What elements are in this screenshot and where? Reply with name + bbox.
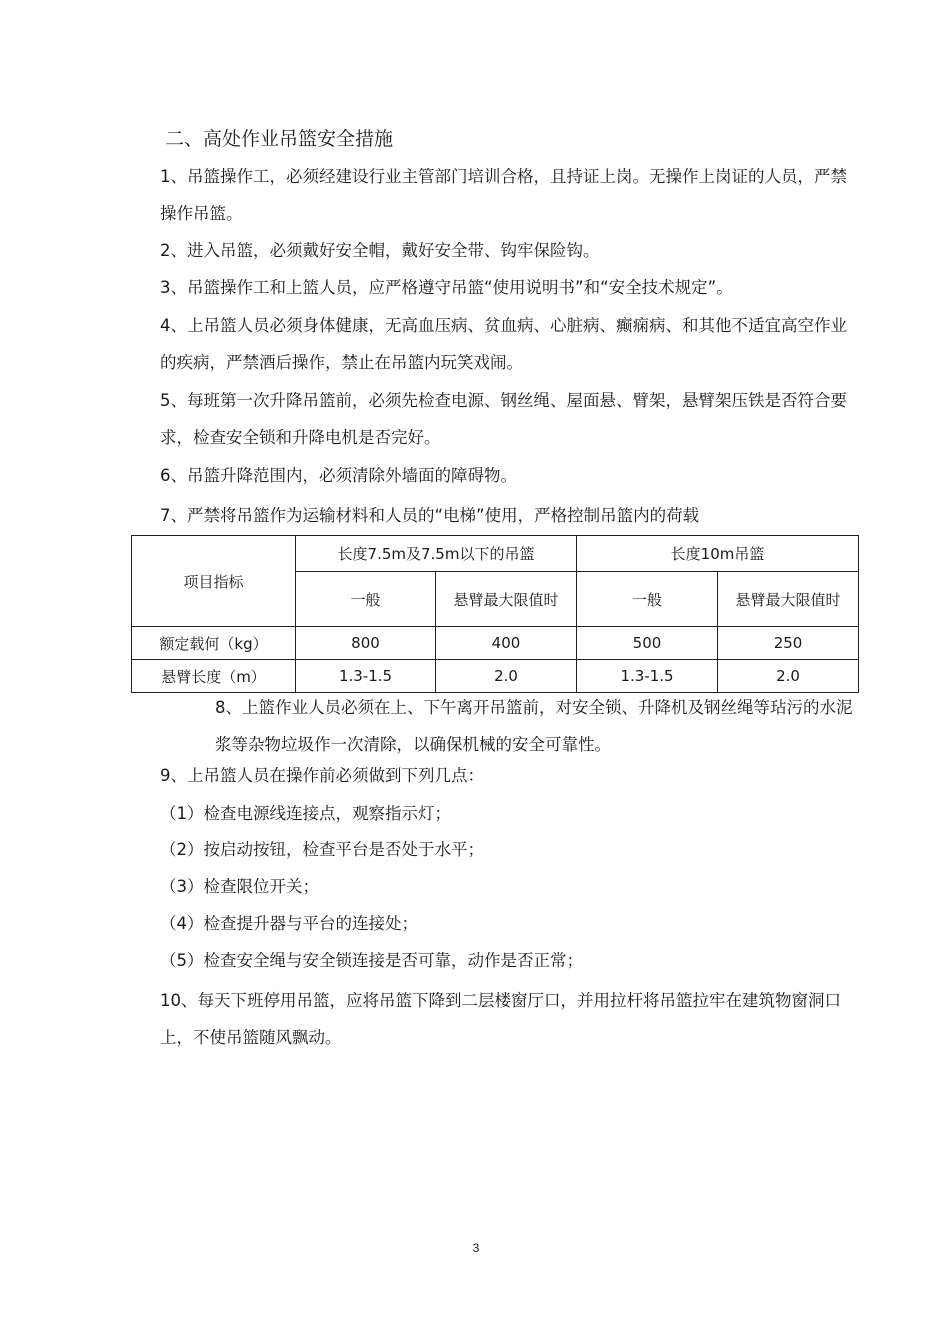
paragraph-10-text: 10、每天下班停用吊篮，应将吊篮下降到二层楼窗厅口，并用拉杆将吊篮拉牢在建筑物窗洞口上，不使吊篮随风飘动。 xyxy=(160,991,841,1047)
paragraph-8-text: 8、上篮作业人员必须在上、下午离开吊篮前，对安全锁、升降机及钢丝绳等玷污的水泥浆等杂物垃圾作一次清除，以确保机械的安全可靠性。 xyxy=(215,698,853,754)
paragraph-2: 2、进入吊篮，必须戴好安全帽，戴好安全带、钩牢保险钩。 xyxy=(160,241,600,260)
paragraph-7: 7、严禁将吊篮作为运输材料和人员的“电梯”使用，严格控制吊篮内的荷载 xyxy=(160,506,700,525)
subitem-5: （5）检查安全绳与安全锁连接是否可靠，动作是否正常； xyxy=(160,951,583,970)
table-header-row xyxy=(132,536,859,572)
table-row-label: 额定载何（kg） xyxy=(132,627,296,660)
paragraph-4 xyxy=(110,307,860,381)
paragraph-3: 3、吊篮操作工和上篮人员，应严格遵守吊篮“使用说明书”和“安全技术规定”。 xyxy=(160,278,733,297)
table-cell: 1.3-1.5 xyxy=(296,660,436,693)
paragraph-9: 9、上吊篮人员在操作前必须做到下列几点： xyxy=(160,766,484,785)
subitem-4: （4）检查提升器与平台的连接处； xyxy=(160,914,418,933)
table-cell: 400 xyxy=(436,627,577,660)
paragraph-6: 6、吊篮升降范围内，必须清除外墙面的障碍物。 xyxy=(160,466,517,485)
page-number: 3 xyxy=(472,1241,480,1255)
table-group-header-2: 长度10m吊篮 xyxy=(577,536,859,572)
table-item-header: 项目指标 xyxy=(132,536,296,627)
paragraph-1 xyxy=(110,158,860,232)
table-cell: 1.3-1.5 xyxy=(577,660,718,693)
table-row xyxy=(132,660,859,693)
section-heading: 二、高处作业吊篮安全措施 xyxy=(165,128,394,150)
table-cell: 500 xyxy=(577,627,718,660)
table-cell: 800 xyxy=(296,627,436,660)
table-cell: 2.0 xyxy=(436,660,577,693)
table-subheader: 悬臂最大限值时 xyxy=(718,572,859,627)
table-group-header-1: 长度7.5m及7.5m以下的吊篮 xyxy=(296,536,577,572)
table-subheader: 一般 xyxy=(296,572,436,627)
table-subheader: 一般 xyxy=(577,572,718,627)
paragraph-5-text: 5、每班第一次升降吊篮前，必须先检查电源、钢丝绳、屋面悬、臂架，悬臂架压铁是否符合要求，检查安全锁和升降电机是否完好。 xyxy=(160,391,847,447)
table-row xyxy=(132,627,859,660)
paragraph-1-text: 1、吊篮操作工，必须经建设行业主管部门培训合格，且持证上岗。无操作上岗证的人员，严禁操作吊篮。 xyxy=(160,167,847,223)
table-subheader: 悬臂最大限值时 xyxy=(436,572,577,627)
paragraph-8 xyxy=(110,689,860,763)
load-spec-table xyxy=(131,535,859,693)
subitem-3: （3）检查限位开关； xyxy=(160,877,319,896)
paragraph-5 xyxy=(110,382,860,456)
table-cell: 250 xyxy=(718,627,859,660)
paragraph-10 xyxy=(110,982,860,1056)
paragraph-4-text: 4、上吊篮人员必须身体健康，无高血压病、贫血病、心脏病、癫痫病、和其他不适宜高空作业的疾病，严禁酒后操作，禁止在吊篮内玩笑戏闹。 xyxy=(160,316,847,372)
table-cell: 2.0 xyxy=(718,660,859,693)
subitem-1: （1）检查电源线连接点，观察指示灯； xyxy=(160,804,451,823)
table-row-label: 悬臂长度（m） xyxy=(132,660,296,693)
subitem-2: （2）按启动按钮，检查平台是否处于水平； xyxy=(160,840,484,859)
